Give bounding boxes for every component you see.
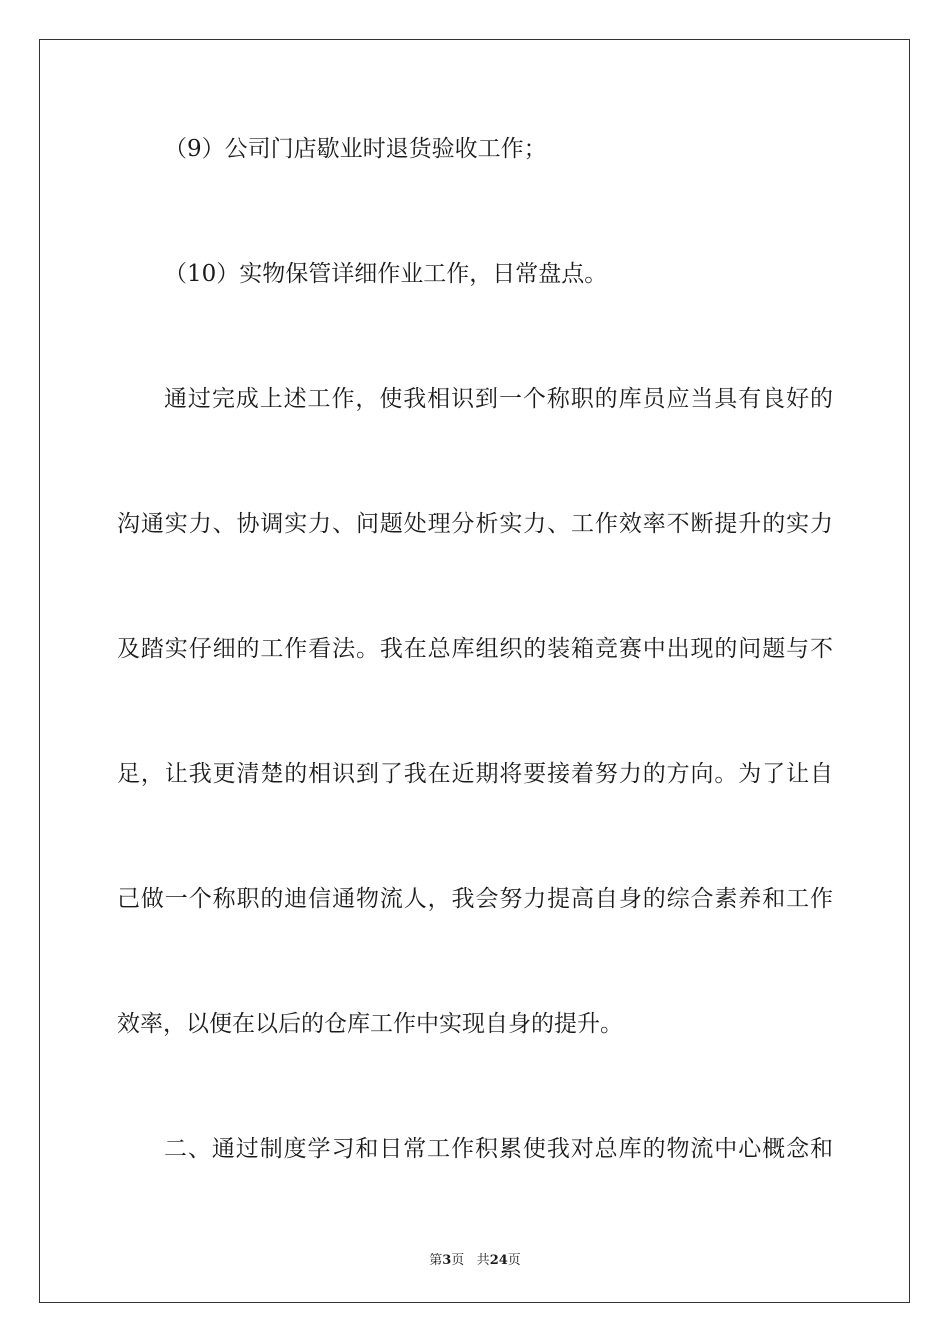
paragraph-line: 效率，以便在以后的仓库工作中实现自身的提升。 bbox=[117, 1011, 623, 1037]
total-suffix: 页 bbox=[507, 1253, 521, 1268]
paragraph-line: 及踏实仔细的工作看法。我在总库组织的装箱竞赛中出现的问题与不 bbox=[117, 636, 833, 662]
list-item-10: （10）实物保管详细作业工作，日常盘点。 bbox=[164, 261, 608, 287]
section-heading-line: 二、通过制度学习和日常工作积累使我对总库的物流中心概念和 bbox=[164, 1136, 833, 1162]
page-prefix: 第 bbox=[429, 1253, 443, 1268]
paragraph-line: 己做一个称职的迪信通物流人，我会努力提高自身的综合素养和工作 bbox=[117, 886, 833, 912]
total-prefix: 共 bbox=[476, 1253, 490, 1268]
total-pages: 24 bbox=[489, 1253, 508, 1268]
paragraph-line: 足，让我更清楚的相识到了我在近期将要接着努力的方向。为了让自 bbox=[117, 761, 833, 787]
page-border bbox=[39, 39, 910, 1303]
paragraph-line: 通过完成上述工作，使我相识到一个称职的库员应当具有良好的 bbox=[164, 386, 833, 412]
list-item-9: （9）公司门店歇业时退货验收工作； bbox=[164, 136, 547, 162]
page-suffix: 页 bbox=[451, 1253, 465, 1268]
page-number: 3 bbox=[442, 1253, 452, 1268]
paragraph-line: 沟通实力、协调实力、问题处理分析实力、工作效率不断提升的实力 bbox=[117, 511, 833, 537]
page-footer bbox=[0, 1249, 950, 1268]
